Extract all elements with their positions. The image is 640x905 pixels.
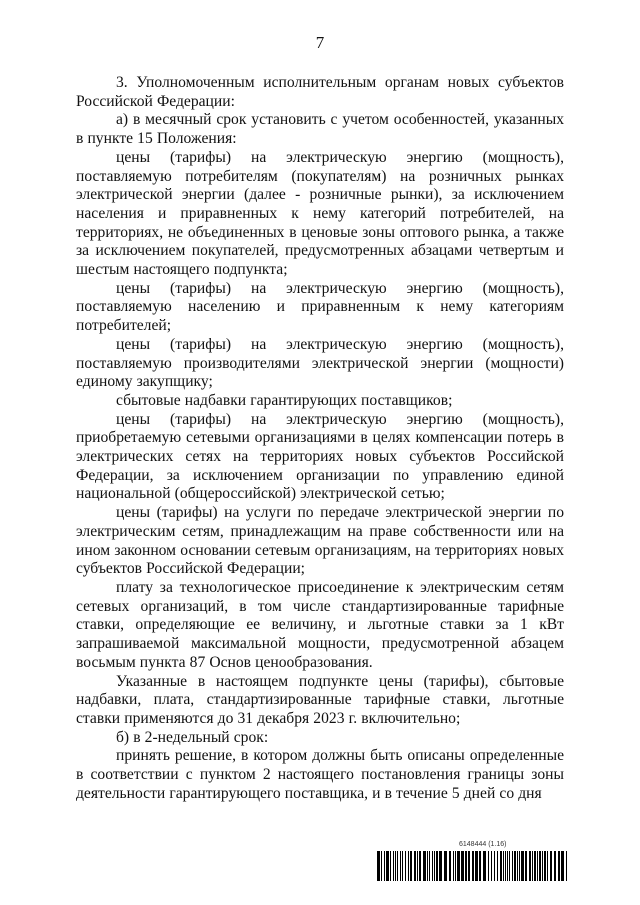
paragraph-producer-prices: цены (тарифы) на электрическую энергию (мощность), поставляемую производителями электрической энергии (мощности) единому закупщику; — [76, 335, 564, 391]
barcode-id: 6148444 (1.16) — [459, 841, 507, 848]
page-number: 7 — [315, 33, 325, 52]
barcode-image — [377, 851, 567, 881]
document-body — [76, 74, 564, 803]
paragraph-decision: принять решение, в котором должны быть описаны определенные в соответствии с пунктом 2 настоящего постановления границы зоны деятельности гарантирующего поставщика, и в течение 5 дней со дня — [76, 747, 564, 802]
paragraph-subitem-b: б) в 2-недельный срок: — [116, 728, 269, 746]
paragraph-item-3: 3. Уполномоченным исполнительным органам новых субъектов Российской Федерации: — [76, 74, 564, 110]
paragraph-connection-fee: плату за технологическое присоединение к электрическим сетям сетевых организаций, в том числе стандартизированные тарифные ставки, определяющие ее величину, и льготные ставки за 1 кВт запрашиваемой максимальной мощности, предусмотренной абзацем восьмым пункта 87 Основ ценообразования. — [76, 578, 564, 671]
paragraph-transmission-tariffs: цены (тарифы) на услуги по передаче электрической энергии по электрическим сетям, принадлежащим на праве собственности или на ином законном основании сетевым организациям, на территориях новых субъектов Российской Федерации; — [76, 504, 564, 578]
paragraph-retail-prices: цены (тарифы) на электрическую энергию (мощность), поставляемую потребителям (покупателям) на розничных рынках электрической энергии (далее - розничные рынки), за исключением населения и приравненных к нему категорий потребителей, на территориях, не объединенных в ценовые зоны оптового рынка, а также за исключением покупателей, предусмотренных абзацами четвертым и шестым настоящего подпункта; — [76, 148, 564, 279]
paragraph-supplier-markups: сбытовые надбавки гарантирующих поставщиков; — [116, 391, 453, 409]
paragraph-population-prices: цены (тарифы) на электрическую энергию (мощность), поставляемую населению и приравненным к нему категориям потребителей; — [76, 279, 564, 335]
paragraph-validity-period: Указанные в настоящем подпункте цены (тарифы), сбытовые надбавки, плата, стандартизированные тарифные ставки, льготные ставки применяются до 31 декабря 2023 г. включительно; — [76, 672, 564, 727]
paragraph-subitem-a: а) в месячный срок установить с учетом особенностей, указанных в пункте 15 Положения: — [76, 111, 564, 148]
paragraph-loss-compensation-prices: цены (тарифы) на электрическую энергию (мощность), приобретаемую сетевыми организациями в целях компенсации потерь в электрических сетях на территориях новых субъектов Российской Федерации, за исключением организации по управлению единой национальной (общероссийской) электрической сетью; — [76, 410, 564, 503]
